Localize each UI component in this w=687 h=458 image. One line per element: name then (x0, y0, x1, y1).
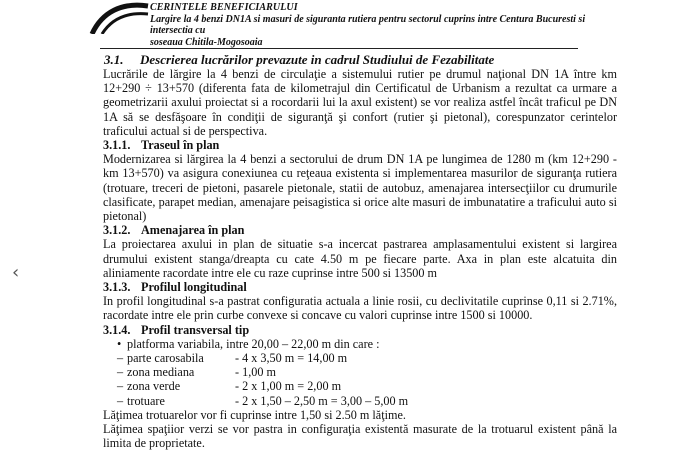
dash-marker: – (117, 379, 124, 394)
section-number: 3.1. (104, 52, 124, 67)
closing-paragraph-spatii-verzi: Lăţimea spaţiior verzi se vor pastra in configuraţia existentă masurate de la trotuarul existent până la limita de proprietate. (103, 422, 617, 451)
dash-marker: – (117, 393, 124, 408)
subsection-title: Profilul longitudinal (141, 280, 247, 295)
list-item-name: zona mediana (127, 365, 195, 380)
subsection-heading-profil-longitudinal (103, 280, 617, 294)
list-item-name: parte carosabila (127, 351, 204, 366)
subsection-heading-traseul (103, 138, 617, 152)
amenajarea-paragraph: La proiectarea axului in plan de situatie s-a incercat pastrarea amplasamentului existent si largirea drumului existent stanga/dreapta cu cate 4.50 m pe fiecare parte. Axa in plan este alcatuita din aliniamente racordate intre ele cu raze cuprinse intre 500 si 13500 m (103, 237, 617, 280)
company-logo (88, 0, 152, 34)
list-item (103, 365, 617, 379)
list-item (103, 379, 617, 393)
traseul-paragraph: Modernizarea si lărgirea la 4 benzi a sectorului de drum DN 1A pe lungimea de 1280 m (km 12+290 - km 13+570) va asigura conexiunea cu reţeaua existenta si implementarea masurilor de siguranţa rutiera (trotuare, treceri de pietoni, pasarele pietonale, statii de autobuz, amenajarea intersecţiilor cu drumurile clasificate, parapet median, amenajare peisagistica si orice alte masuri de imbunatatire a traficului auto si pietonal) (103, 152, 617, 224)
profil-longitudinal-paragraph: In profil longitudinal s-a pastrat configuratia actuala a linie rosii, cu declivitatile cuprinse 0,11 si 2.71%, racordate intre ele prin curbe convexe si concave cu valori cuprinse intre 1500 si 10000. (103, 294, 617, 323)
list-item-value: - 2 x 1,50 – 2,50 m = 3,00 – 5,00 m (235, 393, 409, 408)
list-item-value: - 1,00 m (235, 365, 276, 380)
list-item-name: trotuare (127, 393, 165, 408)
section-heading (104, 53, 494, 67)
document-body (103, 67, 617, 450)
margin-bracket-mark: ‹ (12, 262, 20, 283)
dash-marker: – (117, 365, 124, 380)
profile-list (103, 337, 617, 408)
list-item-name: platforma variabila, intre 20,00 – 22,00 m din care : (127, 336, 380, 351)
subsection-number: 3.1.4. (103, 322, 131, 337)
subsection-title: Amenajarea în plan (141, 223, 245, 238)
subsection-number: 3.1.3. (103, 280, 131, 295)
closing-paragraph-trotuare: Lăţimea trotuarelor vor fi cuprinse intre 1,50 si 2.50 m lăţime. (103, 407, 406, 422)
list-item-name: zona verde (127, 379, 181, 394)
subsection-title: Profil transversal tip (141, 322, 250, 337)
header-subtitle-line-2: soseaua Chitila-Mogosoaia (150, 36, 263, 48)
list-item (103, 394, 617, 408)
header-divider (100, 48, 578, 49)
subsection-heading-profil-transversal (103, 323, 617, 337)
subsection-number: 3.1.2. (103, 223, 131, 238)
subsection-number: 3.1.1. (103, 138, 131, 153)
section-title: Descrierea lucrărilor prevazute in cadrul Studiului de Fezabilitate (140, 52, 495, 67)
header-subtitle-line-1: Largire la 4 benzi DN1A si masuri de siguranta rutiera pentru sectorul cuprins intre Centura Bucuresti si intersectia cu (150, 13, 586, 36)
list-item (103, 351, 617, 365)
header-title: CERINTELE BENEFICIARULUI (150, 2, 298, 13)
dash-marker: – (117, 351, 124, 366)
document-header (150, 2, 630, 48)
intro-paragraph: Lucrările de lărgire la 4 benzi de circulaţie a sistemului rutier pe drumul naţional DN 1A între km 12+290 ÷ 13+570 (diferenta fata de kilometrajul din Certificatul de Urbanism a rezultat ca urmare a geometrizarii axului proiectat si a rocordarii lui la axul existent) se vor realiza astfel încât traficul pe DN 1A să se desfăşoare în condiţii de siguranţă şi confort (rutier şi pietonal), corespunzator cerintelor traficului actual si de perspectiva. (103, 67, 617, 138)
list-item-value: - 2 x 1,00 m = 2,00 m (235, 379, 342, 394)
subsection-heading-amenajarea (103, 223, 617, 237)
list-item (103, 337, 617, 351)
bullet-marker: • (117, 336, 122, 351)
subsection-title: Traseul în plan (141, 138, 220, 153)
list-item-value: - 4 x 3,50 m = 14,00 m (235, 351, 348, 366)
